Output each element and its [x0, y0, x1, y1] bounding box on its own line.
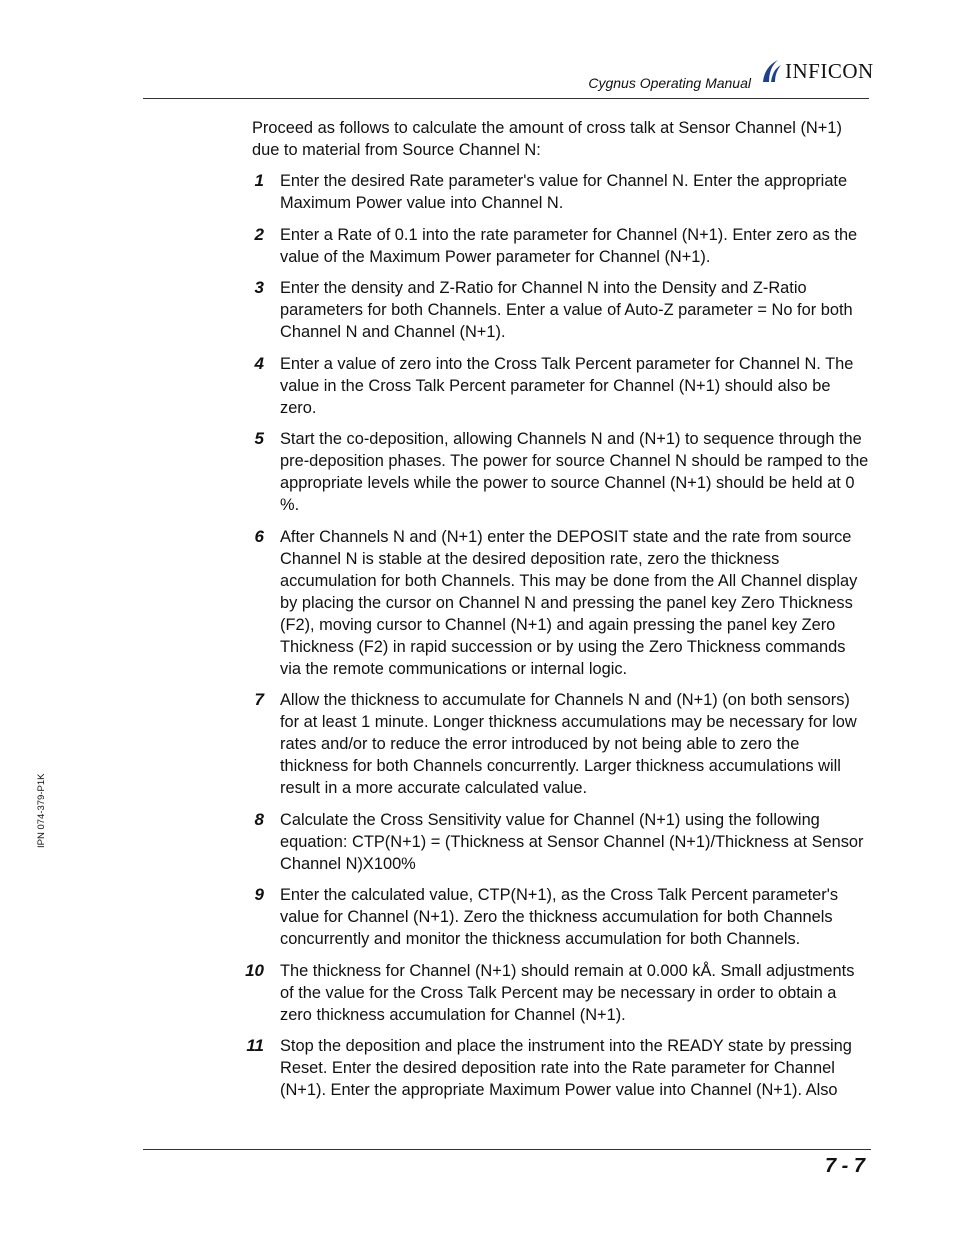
procedure-step: [252, 428, 870, 516]
step-text: Enter a Rate of 0.1 into the rate parameter for Channel (N+1). Enter zero as the value of the Maximum Power parameter for Channel (N+1).: [280, 225, 858, 266]
step-number: 5: [254, 429, 264, 448]
procedure-step: [252, 689, 870, 799]
step-number: 4: [254, 353, 264, 373]
step-text: Enter a value of zero into the Cross Talk Percent parameter for Channel N. The value in the Cross Talk Percent parameter for Channel (N+1) should also be zero.: [280, 354, 854, 417]
step-text: After Channels N and (N+1) enter the DEPOSIT state and the rate from source Channel N is stable at the desired deposition rate, zero the thickness accumulation for both Channels. This may be done from the All Channel display by placing the cursor on Channel N and pressing the panel key Zero Thickness (F2), moving cursor to Channel (N+1) and again pressing the panel key Zero Thickness (F2) in rapid succession or by using the Zero Thickness commands via the remote communications or internal logic.: [280, 527, 858, 678]
step-text: Enter the desired Rate parameter's value for Channel N. Enter the appropriate Maximum Power value into Channel N.: [280, 172, 848, 212]
intro-paragraph: Proceed as follows to calculate the amount of cross talk at Sensor Channel (N+1) due to material from Source Channel N:: [252, 119, 842, 159]
ipn-label: IPN 074-379-P1K: [36, 773, 47, 848]
step-number: 10: [245, 960, 264, 980]
procedure-step: [252, 809, 870, 875]
procedure-step: [252, 224, 870, 268]
step-text: Stop the deposition and place the instrument into the READY state by pressing Reset. Enter the desired deposition rate into the Rate parameter for Channel (N+1). Enter the appropriate Maximum Power value into Channel (N+1). Also: [280, 1037, 852, 1099]
step-text: Enter the calculated value, CTP(N+1), as the Cross Talk Percent parameter's value for Channel (N+1). Zero the thickness accumulation for both Channels concurrently and monitor the thickness accumulation for both Channels.: [280, 886, 839, 948]
main-content: [245, 117, 870, 1111]
step-number: 1: [254, 171, 264, 190]
header-rule: [143, 98, 869, 99]
footer-rule: [143, 1149, 871, 1150]
procedure-step: [252, 277, 870, 343]
step-text: Allow the thickness to accumulate for Channels N and (N+1) (on both sensors) for at least 1 minute. Longer thickness accumulations may be necessary for low rates and/or to reduce the error introduced by not being able to zero the thickness for both Channels concurrently. Larger thickness accumulations will result in a more accurate calculated value.: [280, 691, 857, 797]
step-number: 2: [254, 224, 264, 244]
page-number: 7 - 7: [824, 1155, 865, 1177]
step-number: 3: [254, 278, 264, 297]
procedure-step: [252, 170, 870, 214]
inficon-logo: [760, 58, 874, 84]
procedure-step: [252, 884, 870, 950]
step-text: Enter the density and Z-Ratio for Channel N into the Density and Z-Ratio parameters for both Channels. Enter a value of Auto-Z parameter = No for both Channel N and Channel (N+1).: [280, 279, 853, 341]
inficon-swoosh-icon: [760, 59, 782, 83]
step-number: 9: [254, 885, 264, 904]
procedure-step: [246, 1035, 870, 1101]
step-number: 8: [254, 809, 264, 829]
step-number: 7: [254, 690, 264, 709]
manual-title: Cygnus Operating Manual: [588, 75, 751, 91]
procedure-step: [252, 526, 870, 680]
procedure-step: [252, 353, 870, 419]
step-text: Calculate the Cross Sensitivity value for Channel (N+1) using the following equation: CTP(N+1) = (Thickness at Sensor Channel (N+1)/Thickness at Sensor Channel N)X100%: [280, 810, 864, 873]
step-text: Start the co-deposition, allowing Channels N and (N+1) to sequence through the pre-deposition phases. The power for source Channel N should be ramped to the appropriate levels while the power to source Channel (N+1) should be held at 0 %.: [280, 430, 869, 514]
procedure-step: [245, 960, 870, 1026]
step-text: The thickness for Channel (N+1) should remain at 0.000 kÅ. Small adjustments of the value for the Cross Talk Percent may be necessary in order to obtain a zero thickness accumulation for Channel (N+1).: [280, 961, 855, 1024]
logo-text: INFICON: [785, 58, 874, 83]
step-number: 11: [246, 1036, 264, 1055]
step-number: 6: [254, 526, 264, 546]
